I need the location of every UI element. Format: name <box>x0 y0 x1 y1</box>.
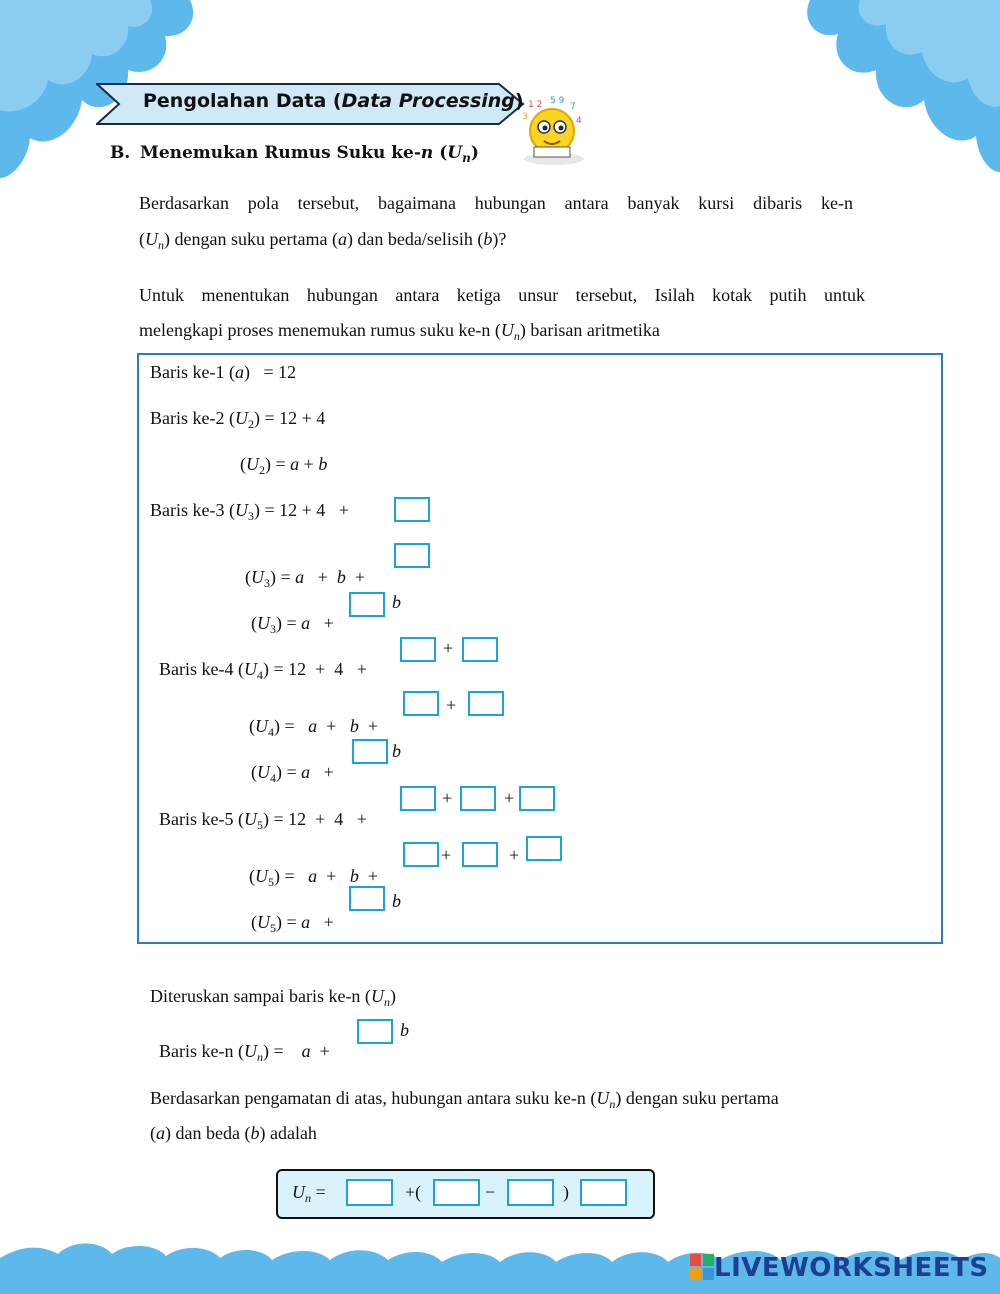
row-4-expanded-plus: + <box>446 695 457 715</box>
row-5-plus2: + <box>504 788 515 808</box>
paragraph-question-line1: Berdasarkan pola tersebut, bagaimana hubungan antara banyak kursi dibaris ke-n <box>139 193 853 213</box>
row-4-plus: + <box>443 638 454 658</box>
formula-minus: − <box>485 1182 496 1202</box>
row-3-expanded: $(U_3) = a + b$ + <box>245 567 365 590</box>
answer-box-r4-2[interactable] <box>462 637 498 662</box>
row-5-expanded-plus1: + <box>441 845 452 865</box>
row-2-general: $(U_2) = a + b$ <box>240 454 328 477</box>
liveworksheets-logo: LIVEWORKSHEETS <box>690 1253 989 1283</box>
paragraph-instruction-line2: melengkapi proses menemukan rumus suku ke-n $(U_n)$ barisan aritmetika <box>139 320 660 343</box>
paragraph-instruction-line1: Untuk menentukan hubungan antara ketiga unsur tersebut, Isilah kotak putih untuk <box>139 285 865 305</box>
row-1: Baris ke-1 (a) = 12 <box>150 362 297 382</box>
answer-box-r3-2[interactable] <box>394 543 430 568</box>
answer-box-r5-1[interactable] <box>400 786 436 811</box>
row-4: Baris ke-4 $(U_4) = 12 + 4$ + <box>159 659 367 682</box>
row-4-simplified: $(U_4) = a$ + <box>251 762 334 785</box>
row-n-b: b <box>400 1020 409 1040</box>
answer-box-r5-3[interactable] <box>519 786 555 811</box>
answer-box-rn-coefficient[interactable] <box>357 1019 393 1044</box>
answer-box-r5-6[interactable] <box>526 836 562 861</box>
formula-plus-paren: +( <box>405 1182 422 1202</box>
answer-box-r5-4[interactable] <box>403 842 439 867</box>
row-5: Baris ke-5 $(U_5) = 12 + 4$ + <box>159 809 367 832</box>
answer-box-r3-coefficient[interactable] <box>349 592 385 617</box>
answer-box-r4-1[interactable] <box>400 637 436 662</box>
row-5-expanded-plus2: + <box>509 845 520 865</box>
row-5-plus1: + <box>442 788 453 808</box>
formula-close-paren: ) <box>563 1182 569 1202</box>
paragraph-question-line2: $(U_n)$ dengan suku pertama (a) dan beda/selisih (b)? <box>139 229 507 252</box>
row-2: Baris ke-2 $(U_2) = 12 + 4$ <box>150 408 326 431</box>
answer-box-r4-coefficient[interactable] <box>352 739 388 764</box>
formula-answer-box-2[interactable] <box>433 1179 480 1206</box>
liveworksheets-logo-icon <box>690 1254 714 1280</box>
row-5-expanded: $(U_5) = a + b$ + <box>249 866 378 889</box>
row-4-expanded: $(U_4) = a + b$ + <box>249 716 378 739</box>
svg-text:4: 4 <box>576 116 582 126</box>
answer-box-r5-coefficient[interactable] <box>349 886 385 911</box>
row-3: Baris ke-3 $(U_3) = 12 + 4$ + <box>150 500 349 523</box>
banner-title: Pengolahan Data (Data Processing) <box>143 90 524 112</box>
answer-box-r5-5[interactable] <box>462 842 498 867</box>
answer-box-r5-2[interactable] <box>460 786 496 811</box>
continue-line: Diteruskan sampai baris ke-n $(U_n)$ <box>150 986 396 1009</box>
cloud-top-right-decoration <box>800 0 1000 180</box>
answer-box-r3-1[interactable] <box>394 497 430 522</box>
answer-box-r4-3[interactable] <box>403 691 439 716</box>
conclusion-line1: Berdasarkan pengamatan di atas, hubungan antara suku ke-n $(U_n)$ dengan suku pertama <box>150 1088 779 1111</box>
section-heading: B. Menemukan Rumus Suku ke-n $(U_n)$ <box>110 143 479 165</box>
mascot-thinking-emoji-icon <box>518 93 590 167</box>
answer-box-r4-4[interactable] <box>468 691 504 716</box>
row-3-b: b <box>392 592 401 612</box>
svg-text:7: 7 <box>570 102 576 112</box>
formula-answer-box-3[interactable] <box>507 1179 554 1206</box>
row-3-simplified: $(U_3) = a$ + <box>251 613 334 636</box>
formula-un-label: $U_n$ = <box>292 1182 326 1205</box>
formula-answer-box-1[interactable] <box>346 1179 393 1206</box>
svg-text:5 9: 5 9 <box>550 96 565 106</box>
formula-answer-box-4[interactable] <box>580 1179 627 1206</box>
row-n: Baris ke-n $(U_n)$ = a + <box>159 1041 330 1064</box>
row-5-simplified: $(U_5) = a$ + <box>251 912 334 935</box>
svg-text:1 2: 1 2 <box>528 100 543 110</box>
row-4-b: b <box>392 741 401 761</box>
conclusion-line2: (a) dan beda (b) adalah <box>150 1123 317 1143</box>
svg-text:3: 3 <box>522 112 528 122</box>
row-5-b: b <box>392 891 401 911</box>
